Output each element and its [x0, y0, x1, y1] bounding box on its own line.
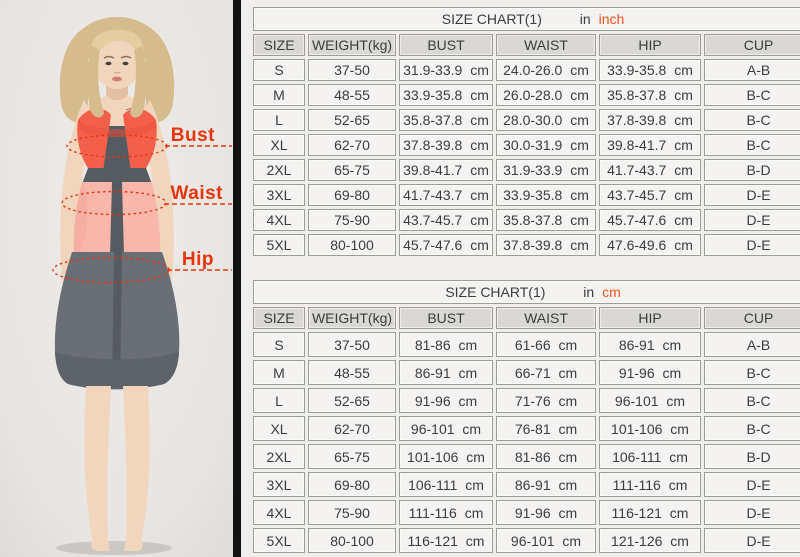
table-cell: B-C: [704, 360, 800, 385]
table-cell: 30.0-31.9 cm: [496, 134, 596, 156]
size-chart-table-cm: [250, 277, 800, 556]
table-cell: 96-101 cm: [399, 416, 493, 441]
table-cell: 31.9-33.9 cm: [399, 59, 493, 81]
table-cell: 116-121 cm: [599, 500, 701, 525]
table-row: [253, 159, 800, 181]
table-cell: 52-65: [308, 109, 396, 131]
table-row: [253, 134, 800, 156]
table-cell: 37.8-39.8 cm: [599, 109, 701, 131]
column-header: BUST: [399, 307, 493, 329]
floor-shadow: [56, 541, 172, 555]
table-cell: 5XL: [253, 234, 305, 256]
table-cell: 39.8-41.7 cm: [599, 134, 701, 156]
table-cell: 111-116 cm: [599, 472, 701, 497]
hip-label: Hip: [181, 249, 214, 270]
table-cell: 3XL: [253, 472, 305, 497]
table-cell: 62-70: [308, 134, 396, 156]
model-photo: [0, 0, 233, 557]
table-cell: 96-101 cm: [599, 388, 701, 413]
table-cell: 116-121 cm: [399, 528, 493, 553]
table-cell: 28.0-30.0 cm: [496, 109, 596, 131]
table-cell: 39.8-41.7 cm: [399, 159, 493, 181]
table-cell: 26.0-28.0 cm: [496, 84, 596, 106]
table-row: [253, 332, 800, 357]
table-cell: 45.7-47.6 cm: [399, 234, 493, 256]
column-header-row: [253, 307, 800, 329]
table-cell: B-C: [704, 416, 800, 441]
table-cell: 35.8-37.8 cm: [496, 209, 596, 231]
table-cell: 80-100: [308, 528, 396, 553]
tankini-center-stripe: [110, 182, 124, 256]
chart-title-text: SIZE CHART(1): [441, 11, 542, 27]
column-header: SIZE: [253, 307, 305, 329]
table-cell: B-D: [704, 159, 800, 181]
table-cell: 37-50: [308, 59, 396, 81]
table-cell: 86-91 cm: [599, 332, 701, 357]
table-row: [253, 84, 800, 106]
table-cell: D-E: [704, 528, 800, 553]
table-cell: 37.8-39.8 cm: [496, 234, 596, 256]
column-header: CUP: [704, 307, 800, 329]
table-cell: 41.7-43.7 cm: [399, 184, 493, 206]
table-cell: L: [253, 109, 305, 131]
left-foot: [91, 540, 110, 551]
table-cell: S: [253, 332, 305, 357]
table-cell: 91-96 cm: [496, 500, 596, 525]
table-cell: A-B: [704, 332, 800, 357]
table-cell: 33.9-35.8 cm: [399, 84, 493, 106]
column-header-row: [253, 34, 800, 56]
table-cell: 52-65: [308, 388, 396, 413]
table-cell: 106-111 cm: [599, 444, 701, 469]
table-cell: D-E: [704, 500, 800, 525]
column-header: WAIST: [496, 34, 596, 56]
table-cell: B-C: [704, 134, 800, 156]
table-cell: 81-86 cm: [399, 332, 493, 357]
table-cell: S: [253, 59, 305, 81]
table-row: [253, 416, 800, 441]
left-eye: [106, 62, 112, 66]
table-cell: B-C: [704, 84, 800, 106]
table-cell: D-E: [704, 472, 800, 497]
table-cell: 24.0-26.0 cm: [496, 59, 596, 81]
table-cell: 111-116 cm: [399, 500, 493, 525]
table-cell: 33.9-35.8 cm: [599, 59, 701, 81]
underbust-band: [82, 168, 152, 184]
table-cell: 86-91 cm: [399, 360, 493, 385]
table-cell: M: [253, 360, 305, 385]
table-cell: 76-81 cm: [496, 416, 596, 441]
table-row: [253, 109, 800, 131]
table-cell: 75-90: [308, 209, 396, 231]
table-cell: 71-76 cm: [496, 388, 596, 413]
column-header: BUST: [399, 34, 493, 56]
table-cell: 96-101 cm: [496, 528, 596, 553]
unit-value: inch: [598, 11, 625, 27]
table-cell: 65-75: [308, 444, 396, 469]
table-cell: 37.8-39.8 cm: [399, 134, 493, 156]
table-cell: B-D: [704, 444, 800, 469]
table-row: [253, 388, 800, 413]
table-cell: 43.7-45.7 cm: [399, 209, 493, 231]
table-cell: 31.9-33.9 cm: [496, 159, 596, 181]
table-row: [253, 209, 800, 231]
table-title-row: [253, 7, 800, 31]
table-cell: 91-96 cm: [599, 360, 701, 385]
table-cell: 69-80: [308, 184, 396, 206]
table-cell: 48-55: [308, 360, 396, 385]
table-cell: M: [253, 84, 305, 106]
size-chart-table-inch: [250, 4, 800, 259]
table-cell: 65-75: [308, 159, 396, 181]
table-title: [253, 280, 800, 304]
table-cell: 33.9-35.8 cm: [496, 184, 596, 206]
table-cell: 69-80: [308, 472, 396, 497]
table-cell: 2XL: [253, 159, 305, 181]
table-cell: XL: [253, 134, 305, 156]
table-cell: 86-91 cm: [496, 472, 596, 497]
table-cell: 75-90: [308, 500, 396, 525]
table-cell: 2XL: [253, 444, 305, 469]
table-cell: 101-106 cm: [599, 416, 701, 441]
table-cell: 37-50: [308, 332, 396, 357]
column-header: HIP: [599, 34, 701, 56]
table-row: [253, 360, 800, 385]
table-cell: 61-66 cm: [496, 332, 596, 357]
table-row: [253, 444, 800, 469]
table-cell: D-E: [704, 209, 800, 231]
table-cell: 66-71 cm: [496, 360, 596, 385]
table-row: [253, 528, 800, 553]
table-cell: 45.7-47.6 cm: [599, 209, 701, 231]
table-row: [253, 234, 800, 256]
table-row: [253, 59, 800, 81]
size-chart-panel: [241, 0, 800, 557]
table-title-row: [253, 280, 800, 304]
table-row: [253, 184, 800, 206]
column-header: WEIGHT(kg): [308, 307, 396, 329]
unit-prefix: in: [579, 11, 591, 27]
chart-title-text: SIZE CHART(1): [445, 284, 546, 300]
table-cell: 35.8-37.8 cm: [399, 109, 493, 131]
column-header: WAIST: [496, 307, 596, 329]
table-cell: 4XL: [253, 500, 305, 525]
table-cell: 47.6-49.6 cm: [599, 234, 701, 256]
table-cell: D-E: [704, 234, 800, 256]
unit-prefix: in: [583, 284, 595, 300]
table-title: [253, 7, 800, 31]
table-cell: 4XL: [253, 209, 305, 231]
table-row: [253, 500, 800, 525]
right-eye: [123, 62, 129, 66]
table-cell: B-C: [704, 388, 800, 413]
table-cell: 43.7-45.7 cm: [599, 184, 701, 206]
table-cell: 35.8-37.8 cm: [599, 84, 701, 106]
table-cell: XL: [253, 416, 305, 441]
table-cell: 62-70: [308, 416, 396, 441]
right-foot: [124, 540, 143, 551]
column-header: SIZE: [253, 34, 305, 56]
lips: [112, 77, 122, 82]
table-cell: 91-96 cm: [399, 388, 493, 413]
vertical-divider: [233, 0, 241, 557]
table-cell: B-C: [704, 109, 800, 131]
table-cell: 41.7-43.7 cm: [599, 159, 701, 181]
table-cell: 80-100: [308, 234, 396, 256]
bust-label: Bust: [170, 125, 215, 146]
column-header: HIP: [599, 307, 701, 329]
table-cell: 48-55: [308, 84, 396, 106]
table-cell: 5XL: [253, 528, 305, 553]
column-header: CUP: [704, 34, 800, 56]
model-illustration: [0, 0, 233, 557]
table-cell: D-E: [704, 184, 800, 206]
table-cell: 3XL: [253, 184, 305, 206]
column-header: WEIGHT(kg): [308, 34, 396, 56]
table-cell: 106-111 cm: [399, 472, 493, 497]
table-cell: 101-106 cm: [399, 444, 493, 469]
unit-value: cm: [602, 284, 621, 300]
table-cell: A-B: [704, 59, 800, 81]
table-cell: L: [253, 388, 305, 413]
waist-label: Waist: [170, 183, 223, 204]
table-row: [253, 472, 800, 497]
table-cell: 121-126 cm: [599, 528, 701, 553]
table-cell: 81-86 cm: [496, 444, 596, 469]
